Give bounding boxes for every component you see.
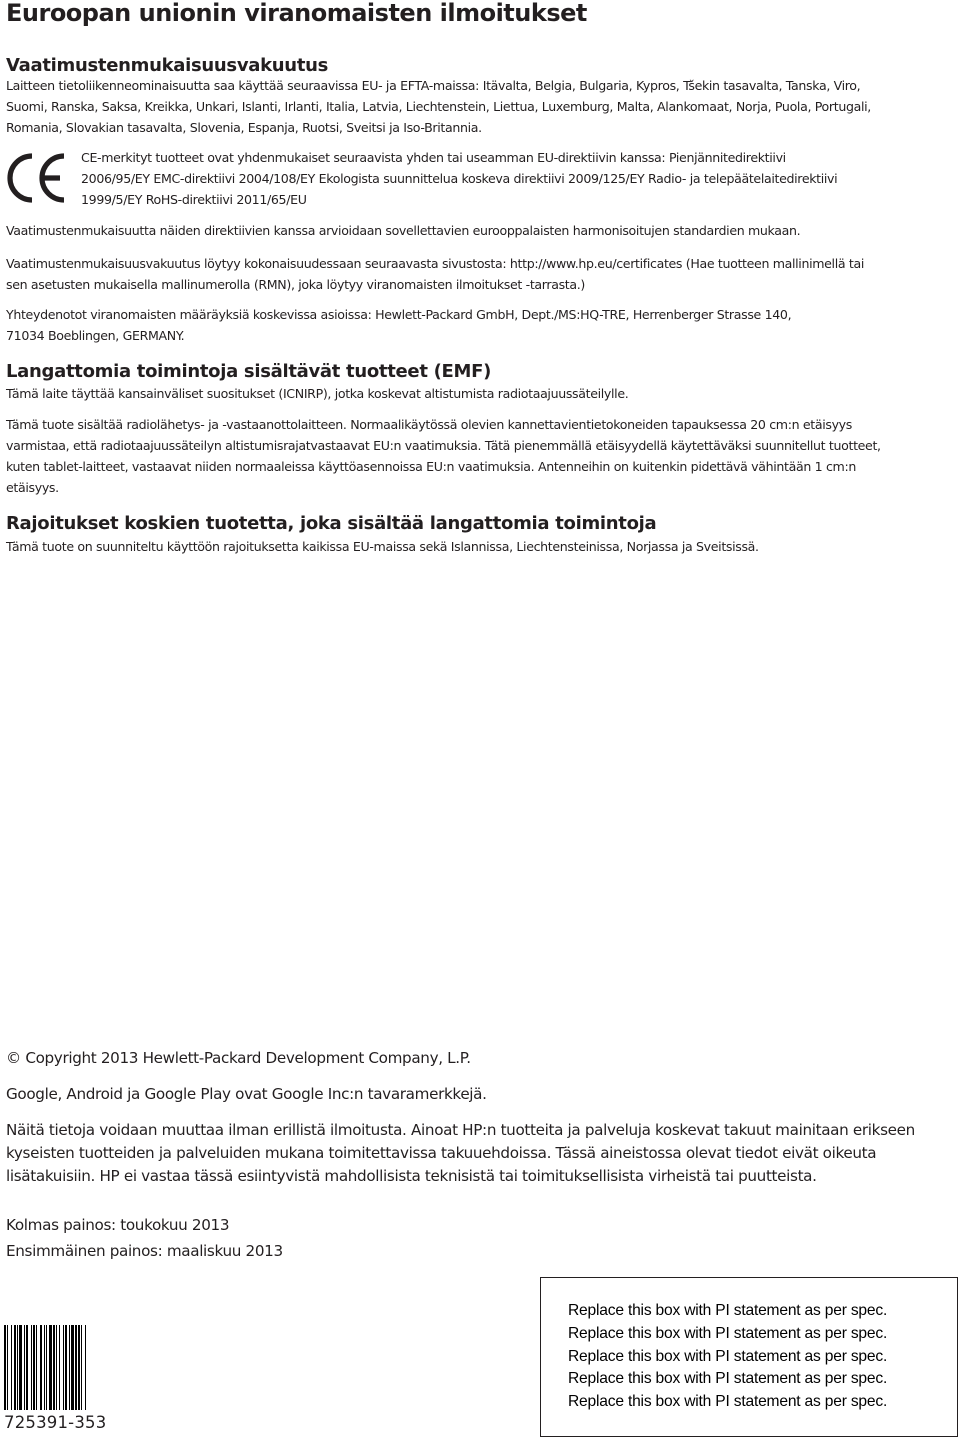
restrictions-text: Tämä tuote on suunniteltu käyttöön rajoituksetta kaikissa EU-maissa sekä Islannissa, Liechtensteinissa, Norjassa ja Sveitsissä. [6, 539, 759, 554]
declaration-line: Vaatimustenmukaisuusvakuutus löytyy kokonaisuudessaan seuraavasta sivustosta: http://www.hp.eu/certificates (Hae tuotteen mallinimellä tai [6, 256, 864, 271]
pi-statement-line: Replace this box with PI statement as per spec. [568, 1370, 888, 1388]
barcode-bar [81, 1325, 82, 1410]
barcode-bar [40, 1325, 42, 1410]
ce-directives-line: CE-merkityt tuotteet ovat yhdenmukaiset seuraavista yhden tai useamman EU-direktiivin kanssa: Pienjännitedirektiivi [81, 150, 786, 165]
barcode-bar [36, 1325, 37, 1410]
legal-notice-line: Näitä tietoja voidaan muuttaa ilman erillistä ilmoitusta. Ainoat HP:n tuotteita ja palveluja koskevat takuut mainitaan erikseen [6, 1121, 915, 1139]
legal-notice-text [6, 1119, 915, 1188]
barcode-bar [4, 1325, 6, 1410]
conformity-heading: Vaatimustenmukaisuusvakuutus [6, 55, 329, 76]
barcode-bar [85, 1325, 86, 1410]
pi-statement-line: Replace this box with PI statement as per spec. [568, 1302, 888, 1319]
restrictions-heading: Rajoitukset koskien tuotetta, joka sisältää langattomia toimintoja [6, 513, 657, 534]
contact-line: 71034 Boeblingen, GERMANY. [6, 328, 185, 343]
barcode-bar [17, 1325, 18, 1410]
barcode-bar [59, 1325, 60, 1410]
barcode-bar [78, 1325, 80, 1410]
conformity-intro-line: Suomi, Ranska, Saksa, Kreikka, Unkari, Islanti, Irlanti, Italia, Latvia, Liechtenstein, Liettua, Luxemburg, Malta, Alankomaat, Norja, Puola, Portugali, [6, 99, 871, 114]
icnirp-text: Tämä laite täyttää kansainväliset suositukset (ICNIRP), jotka koskevat altistumista radiotaajuussäteilylle. [6, 386, 629, 401]
conformity-intro [6, 75, 871, 138]
barcode [4, 1325, 118, 1410]
barcode-bar [75, 1325, 77, 1410]
ce-directives [81, 147, 837, 210]
ce-directives-line: 2006/95/EY EMC-direktiivi 2004/108/EY Ekologista suunnittelua koskeva direktiivi 2009/125/EY Radio- ja telepäätelaitedirektiivi [81, 171, 838, 186]
legal-notice-line: kyseisten tuotteiden ja palveluiden mukana toimitettavissa takuuehdoissa. Tässä aineistossa olevat tiedot eivät oikeuta [6, 1144, 877, 1162]
barcode-bar [33, 1325, 35, 1410]
wireless-detail-line: kuten tablet-laitteet, vastaavat niiden normaaleissa käyttöasennoissa EU:n vaatimuksia. Antenneihin on kuitenkin pidettävä vähintään 1 cm:n [6, 459, 856, 474]
barcode-bar [71, 1325, 74, 1410]
declaration-line: sen asetusten mukaisella mallinumerolla (RMN), joka löytyy viranomaisten ilmoitukset -tarrasta.) [6, 277, 585, 292]
declaration-text [6, 253, 864, 295]
barcode-bar [69, 1325, 70, 1410]
barcode-bar [46, 1325, 47, 1410]
barcode-bar [19, 1325, 22, 1410]
contact-line: Yhteydenotot viranomaisten määräyksiä koskevissa asioissa: Hewlett-Packard GmbH, Dept./MS:HQ-TRE, Herrenberger Strasse 140, [6, 307, 792, 322]
barcode-bar [24, 1325, 25, 1410]
conformity-intro-line: Romania, Slovakian tasavalta, Slovenia, Espanja, Ruotsi, Sveitsi ja Iso-Britannia. [6, 120, 482, 135]
contact-text [6, 304, 791, 346]
wireless-detail-line: Tämä tuote sisältää radiolähetys- ja -vastaanottolaitteen. Normaalikäytössä olevien kannettavientietokoneiden tapauksessa 20 cm:n etäisyys [6, 417, 852, 432]
barcode-bar [53, 1325, 55, 1410]
wireless-detail-text [6, 414, 881, 498]
barcode-bar [31, 1325, 32, 1410]
pi-statement-line: Replace this box with PI statement as per spec. [568, 1393, 888, 1411]
ce-mark-icon [4, 152, 68, 204]
trademarks-text: Google, Android ja Google Play ovat Google Inc:n tavaramerkkejä. [6, 1085, 487, 1103]
wireless-detail-line: etäisyys. [6, 480, 59, 495]
wireless-heading: Langattomia toimintoja sisältävät tuotteet (EMF) [6, 361, 492, 382]
legal-notice-line: lisätakuisiin. HP ei vastaa tässä esiintyvistä mahdollisista teknisistä tai toimituksellisista virheistä tai puutteista. [6, 1167, 817, 1185]
edition-third: Kolmas painos: toukokuu 2013 [6, 1216, 230, 1234]
part-number: 725391-353 [4, 1413, 107, 1432]
pi-statement-line: Replace this box with PI statement as per spec. [568, 1347, 888, 1365]
barcode-bar [26, 1325, 28, 1410]
barcode-bar [63, 1325, 64, 1410]
page-title: Euroopan unionin viranomaisten ilmoitukset [6, 0, 587, 27]
conformity-intro-line: Laitteen tietoliikenneominaisuutta saa käyttää seuraavissa EU- ja EFTA-maissa: Itävalta, Belgia, Bulgaria, Kypros, Tšekin tasavalta, Tanska, Viro, [6, 78, 861, 93]
barcode-bar [49, 1325, 52, 1410]
barcode-bar [44, 1325, 45, 1410]
barcode-bar [56, 1325, 57, 1410]
barcode-bar [11, 1325, 12, 1410]
pi-statement-line: Replace this box with PI statement as per spec. [568, 1324, 888, 1342]
harmonised-standards-text: Vaatimustenmukaisuutta näiden direktiivien kanssa arvioidaan sovellettavien eurooppalaisten harmonisoitujen standardien mukaan. [6, 223, 801, 238]
barcode-bar [65, 1325, 67, 1410]
wireless-detail-line: varmistaa, että radiotaajuussäteilyn altistumisrajatvastaavat EU:n vaatimuksia. Tätä pienemmällä etäisyydellä käytettäväksi suunnitellut tuotteet, [6, 438, 881, 453]
barcode-bar [14, 1325, 16, 1410]
edition-first: Ensimmäinen painos: maaliskuu 2013 [6, 1242, 283, 1260]
ce-directives-line: 1999/5/EY RoHS-direktiivi 2011/65/EU [81, 192, 307, 207]
pi-statement-box [540, 1277, 958, 1437]
copyright-text: © Copyright 2013 Hewlett-Packard Development Company, L.P. [6, 1049, 471, 1067]
barcode-bar [7, 1325, 8, 1410]
